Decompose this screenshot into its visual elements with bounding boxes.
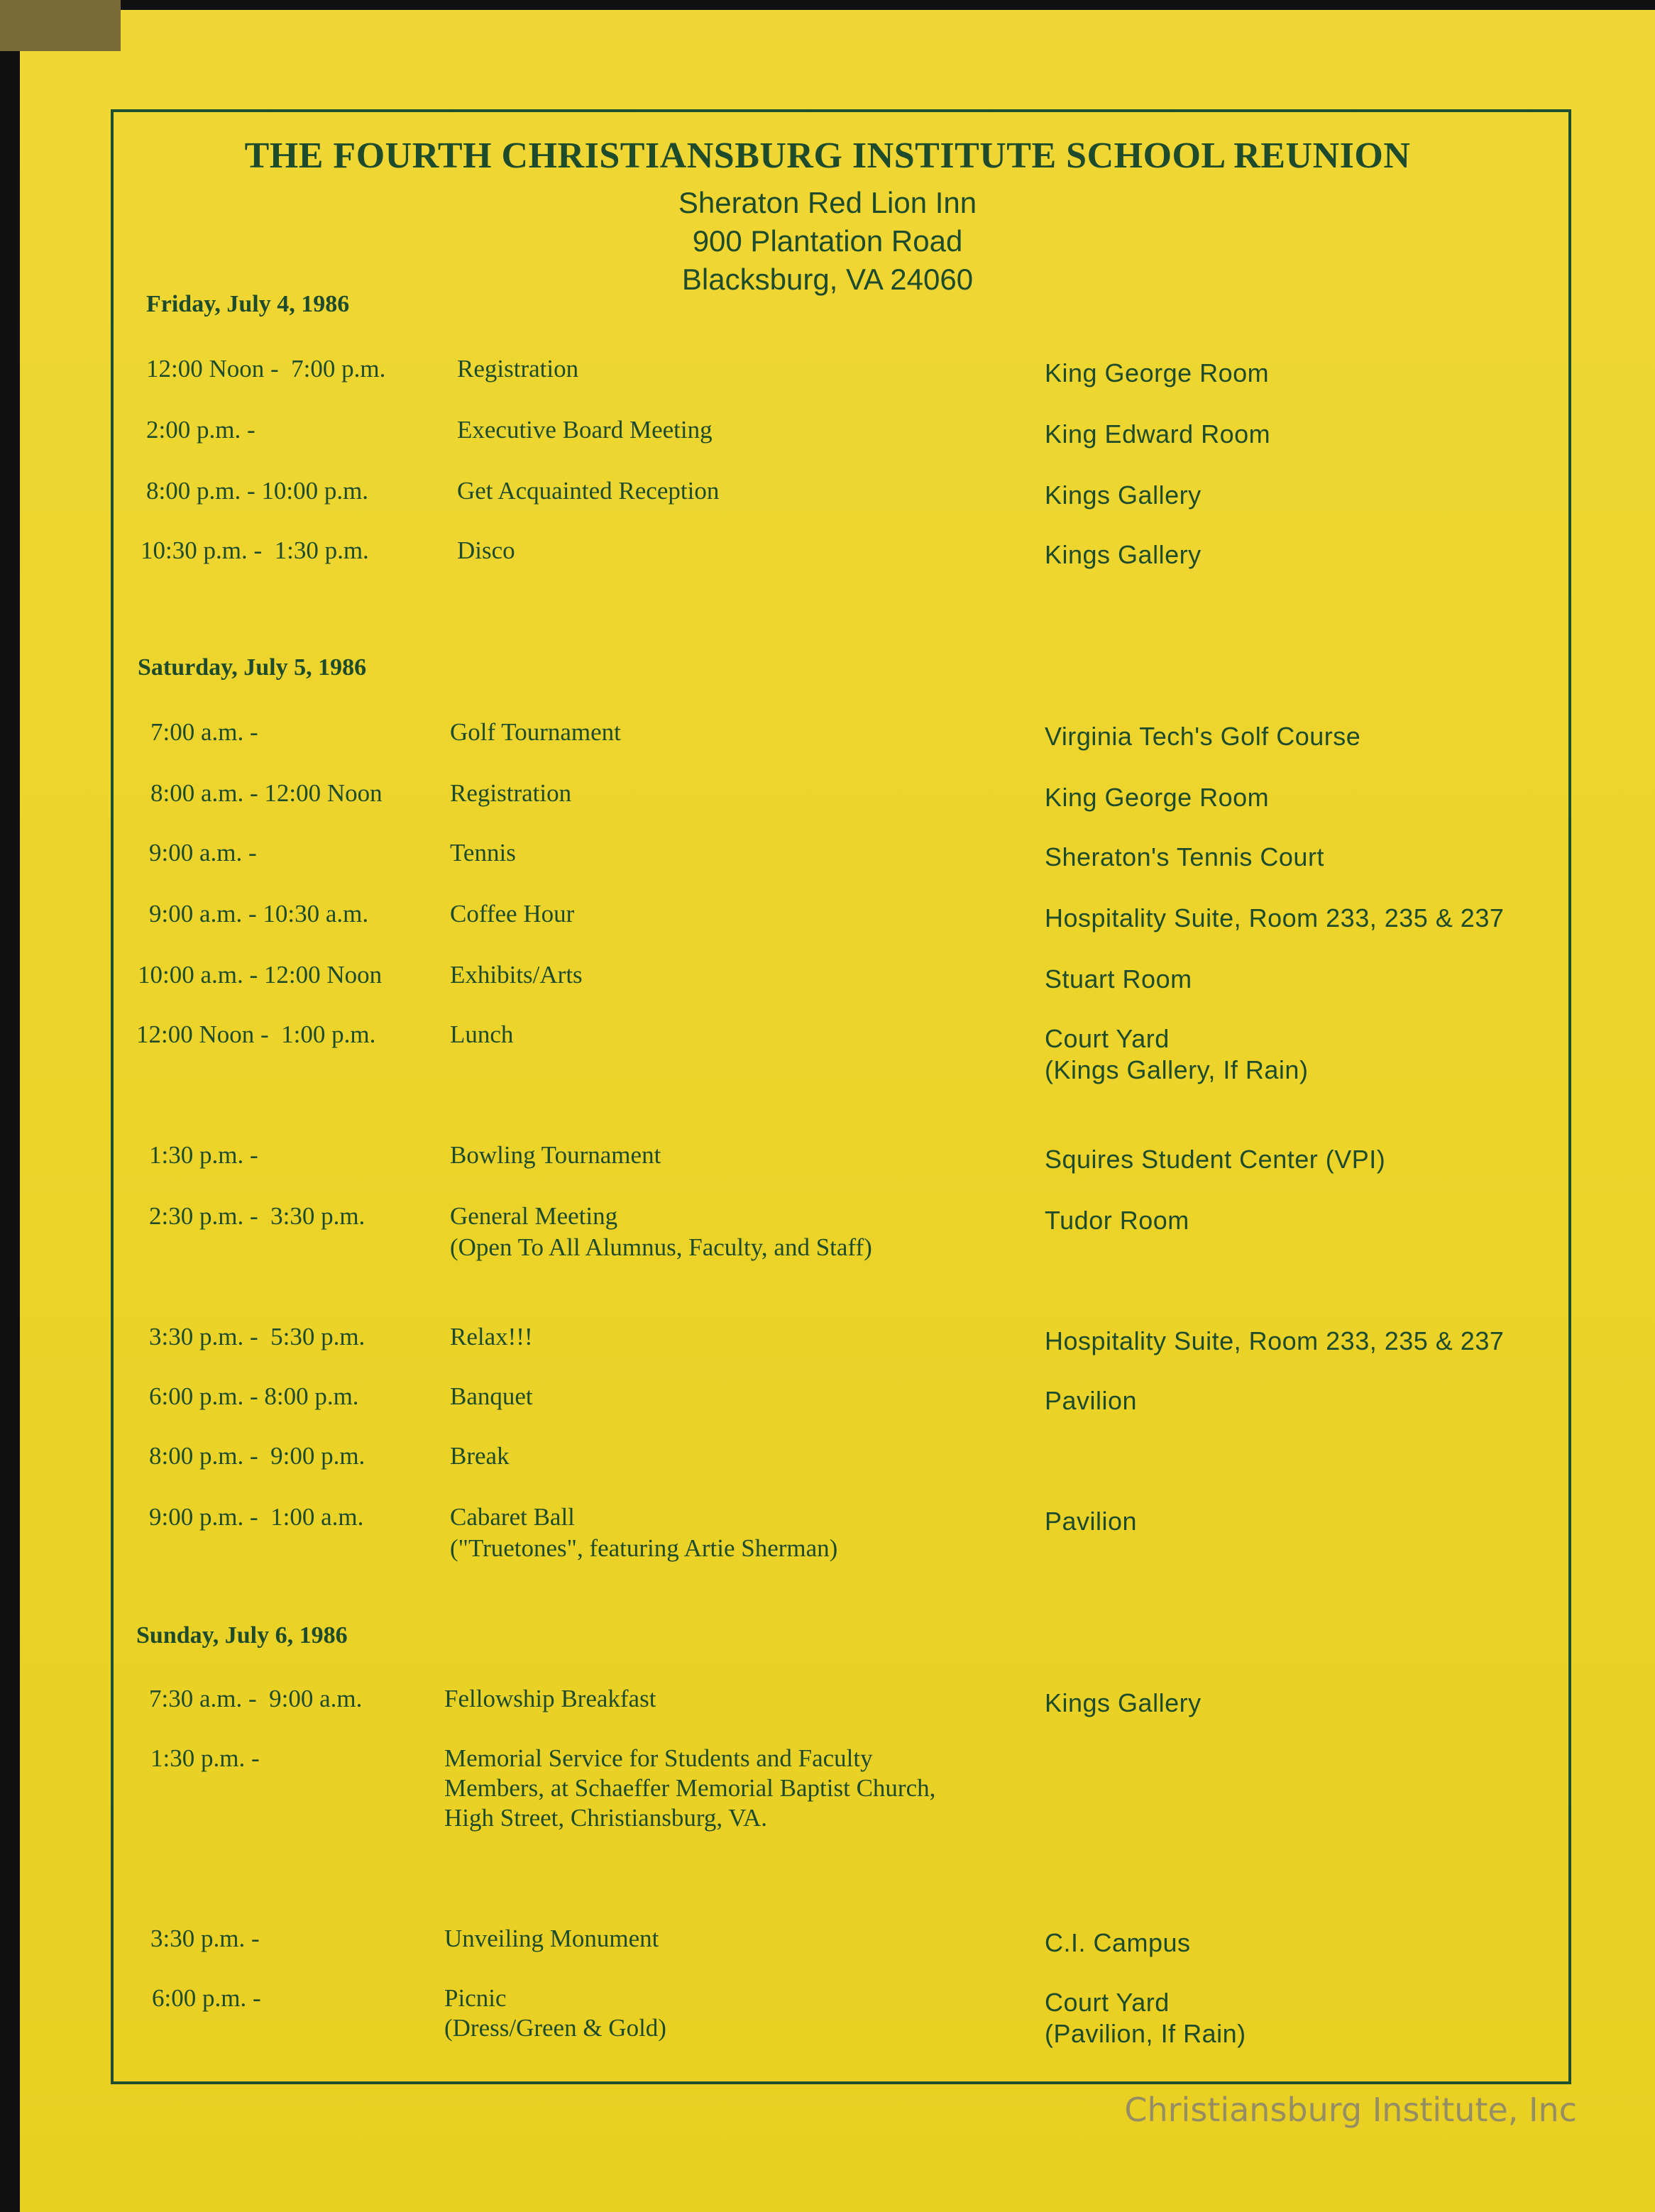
event-venue: King Edward Room [1045,419,1271,449]
event-venue: King George Room [1045,783,1270,812]
event-name: Bowling Tournament [450,1141,661,1169]
event-name: Picnic [444,1984,507,2012]
event-time: 3:30 p.m. - 5:30 p.m. [149,1323,365,1350]
event-name: High Street, Christiansburg, VA. [444,1804,768,1832]
event-name: Fellowship Breakfast [444,1685,656,1712]
event-time: 9:00 p.m. - 1:00 a.m. [149,1503,364,1531]
event-venue: (Kings Gallery, If Rain) [1045,1055,1309,1084]
address-line-1: Sheraton Red Lion Inn [678,186,977,219]
event-name: Executive Board Meeting [457,416,713,444]
event-name: Banquet [450,1382,533,1410]
event-venue: Hospitality Suite, Room 233, 235 & 237 [1045,903,1505,932]
event-venue: Pavilion [1045,1507,1138,1536]
event-time: 12:00 Noon - 1:00 p.m. [136,1020,376,1048]
event-name: ("Truetones", featuring Artie Sherman) [450,1534,838,1562]
event-name: Coffee Hour [450,900,575,928]
event-time: 9:00 a.m. - [149,839,257,866]
event-venue: Squires Student Center (VPI) [1045,1145,1386,1174]
event-time: 1:30 p.m. - [149,1141,258,1169]
event-time: 1:30 p.m. - [150,1744,260,1772]
event-venue: Virginia Tech's Golf Course [1045,722,1361,751]
event-name: Golf Tournament [450,718,621,746]
address-line-2: 900 Plantation Road [692,224,963,258]
event-time: 6:00 p.m. - 8:00 p.m. [149,1382,359,1410]
event-venue: Stuart Room [1045,964,1192,994]
event-venue: Court Yard [1045,1024,1170,1053]
event-venue: Kings Gallery [1045,480,1202,510]
event-name: Tennis [450,839,516,866]
event-name: Registration [457,355,579,383]
event-time: 8:00 p.m. - 10:00 p.m. [146,477,369,505]
event-name: Memorial Service for Students and Faculty [444,1744,873,1772]
corner-tab [0,0,121,51]
event-time: 10:00 a.m. - 12:00 Noon [138,961,383,989]
event-time: 7:30 a.m. - 9:00 a.m. [149,1685,363,1712]
event-time: 6:00 p.m. - [152,1984,261,2012]
event-time: 12:00 Noon - 7:00 p.m. [146,355,386,383]
event-time: 7:00 a.m. - [150,718,258,746]
day-heading: Friday, July 4, 1986 [146,291,350,317]
event-time: 8:00 p.m. - 9:00 p.m. [149,1442,365,1470]
address-line-3: Blacksburg, VA 24060 [681,263,974,296]
event-venue: Sheraton's Tennis Court [1045,842,1324,871]
event-venue: Kings Gallery [1045,540,1202,569]
event-time: 9:00 a.m. - 10:30 a.m. [149,900,369,928]
event-time: 2:00 p.m. - [146,416,255,444]
page-title: THE FOURTH CHRISTIANSBURG INSTITUTE SCHOOL REUNION [244,136,1411,176]
event-time: 10:30 p.m. - 1:30 p.m. [141,537,369,564]
event-venue: Pavilion [1045,1386,1138,1415]
event-name: Cabaret Ball [450,1503,575,1531]
event-name: Get Acquainted Reception [457,477,720,505]
event-venue: Hospitality Suite, Room 233, 235 & 237 [1045,1326,1505,1355]
event-venue: King George Room [1045,358,1270,387]
event-venue: C.I. Campus [1045,1928,1191,1957]
event-venue: Tudor Room [1045,1206,1189,1235]
event-name: Exhibits/Arts [450,961,583,989]
day-heading: Sunday, July 6, 1986 [136,1622,348,1649]
event-name: Lunch [450,1020,514,1048]
event-venue: (Pavilion, If Rain) [1045,2019,1246,2048]
event-time: 2:30 p.m. - 3:30 p.m. [149,1202,365,1230]
event-name: (Open To All Alumnus, Faculty, and Staff) [450,1233,872,1261]
event-venue: Kings Gallery [1045,1688,1202,1717]
event-time: 8:00 a.m. - 12:00 Noon [150,779,383,807]
event-name: Members, at Schaeffer Memorial Baptist Church, [444,1774,936,1802]
event-venue: Court Yard [1045,1988,1170,2017]
event-name: Relax!!! [450,1323,533,1350]
day-heading: Saturday, July 5, 1986 [138,654,367,681]
event-name: General Meeting [450,1202,618,1230]
event-name: Registration [450,779,572,807]
event-name: Break [450,1442,510,1470]
watermark: Christiansburg Institute, Inc [1124,2091,1577,2129]
event-name: Disco [457,537,515,564]
event-time: 3:30 p.m. - [150,1925,260,1952]
event-name: Unveiling Monument [444,1925,659,1952]
event-name: (Dress/Green & Gold) [444,2014,666,2042]
